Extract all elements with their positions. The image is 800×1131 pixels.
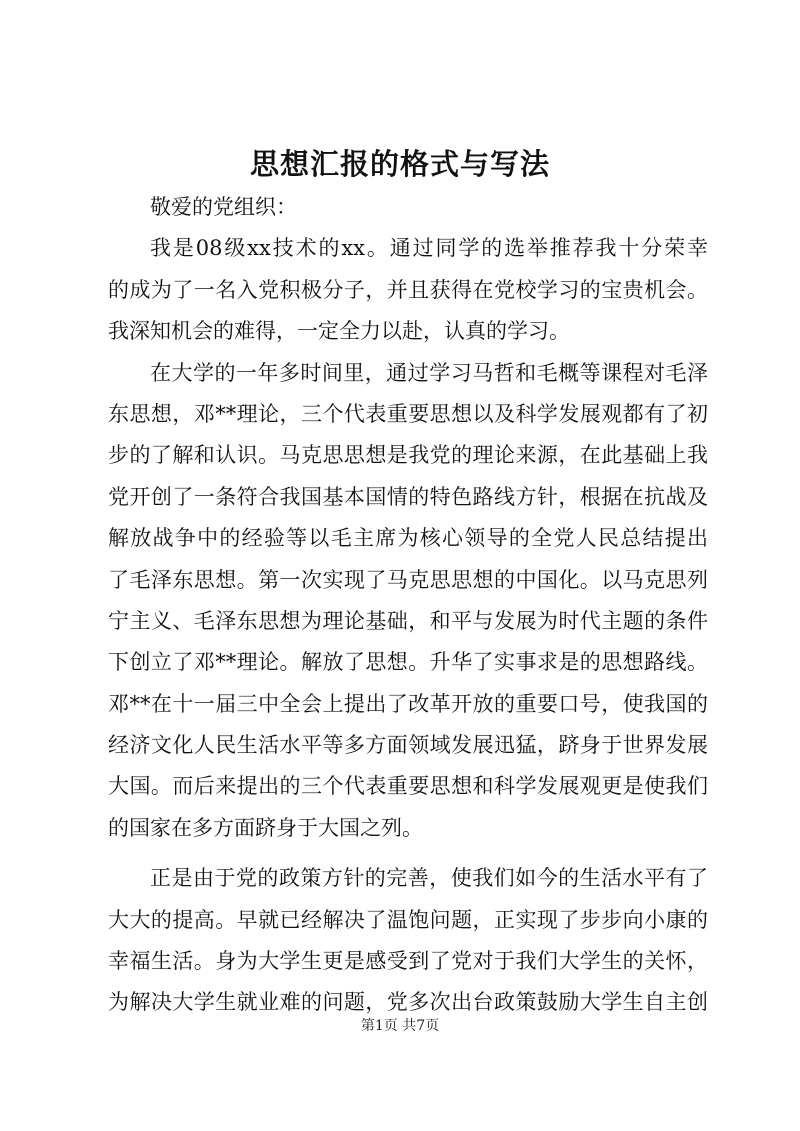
paragraph-line: 党开创了一条符合我国基本国情的特色路线方针，根据在抗战及: [108, 484, 708, 509]
page-number-footer: 第1页 共7页: [360, 1018, 440, 1034]
paragraph-line: 的国家在多方面跻身于大国之列。: [108, 815, 423, 840]
paragraph-line: 大大的提高。早就已经解决了温饱问题，正实现了步步向小康的: [108, 907, 708, 932]
paragraph-line: 在大学的一年多时间里，通过学习马哲和毛概等课程对毛泽: [150, 360, 708, 385]
paragraph-line: 正是由于党的政策方针的完善，使我们如今的生活水平有了: [150, 866, 708, 891]
paragraph-line: 大国。而后来提出的三个代表重要思想和科学发展观更是使我们: [108, 774, 708, 799]
paragraph-line: 幸福生活。身为大学生更是感受到了党对于我们大学生的关怀，: [108, 949, 708, 974]
paragraph-spacer: [108, 849, 708, 858]
document-body: [108, 187, 708, 1024]
paragraph-line: 东思想，邓**理论，三个代表重要思想以及科学发展观都有了初: [108, 401, 708, 426]
paragraph-1: [108, 228, 708, 352]
paragraph-line: 了毛泽东思想。第一次实现了马克思思想的中国化。以马克思列: [108, 567, 708, 592]
paragraph-line: 宁主义、毛泽东思想为理论基础，和平与发展为时代主题的条件: [108, 608, 708, 633]
paragraph-line: 邓**在十一届三中全会上提出了改革开放的重要口号，使我国的: [108, 691, 708, 716]
paragraph-line: 我是08级xx技术的xx。通过同学的选举推荐我十分荣幸: [150, 236, 708, 261]
paragraph-line: 为解决大学生就业难的问题，党多次出台政策鼓励大学生自主创: [108, 990, 708, 1015]
paragraph-line: 解放战争中的经验等以毛主席为核心领导的全党人民总结提出: [108, 526, 708, 551]
paragraph-line: 的成为了一名入党积极分子，并且获得在党校学习的宝贵机会。: [108, 277, 708, 302]
paragraph-2: [108, 353, 708, 850]
paragraph-line: 我深知机会的难得，一定全力以赴，认真的学习。: [108, 319, 570, 344]
salutation: 敬爱的党组织：: [150, 195, 297, 219]
paragraph-line: 下创立了邓**理论。解放了思想。升华了实事求是的思想路线。: [108, 650, 708, 675]
paragraph-3: [108, 858, 708, 1024]
paragraph-line: 步的了解和认识。马克思思想是我党的理论来源，在此基础上我: [108, 443, 708, 468]
document-title: 思想汇报的格式与写法: [249, 147, 550, 181]
paragraph-line: 经济文化人民生活水平等多方面领域发展迅猛，跻身于世界发展: [108, 733, 708, 758]
